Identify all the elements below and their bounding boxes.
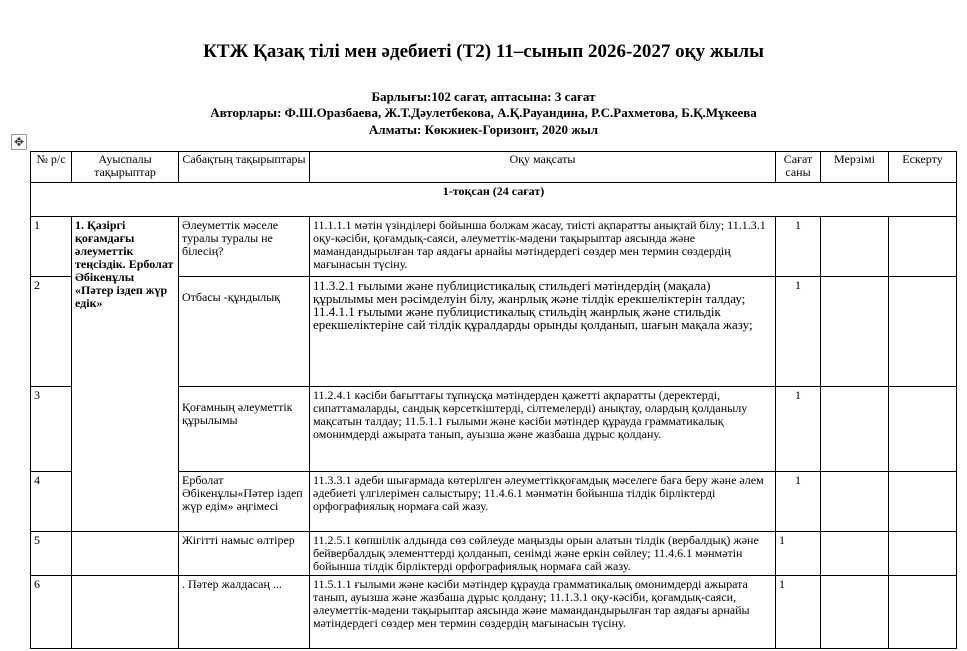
- lesson-title: Қоғамның әлеуметтік құрылымы: [179, 387, 310, 472]
- topic-cell-empty: [72, 576, 179, 649]
- deadline-cell[interactable]: [821, 387, 889, 472]
- learning-objective: 11.2.5.1 көпшілік алдында сөз сөйлеуде маңызды орын алатын тілдік (вербалдық) және бейвербалдық элементтерді қолданып, сенімді және еркін сөйлеу; 11.4.6.1 мәнмәтін бойынша тілдік бірліктерді орфографиялық нормаға сай жазу.: [310, 532, 776, 576]
- document-title: КТЖ Қазақ тілі мен әдебиеті (Т2) 11–сынып 2026-2027 оқу жылы: [203, 41, 764, 62]
- note-cell[interactable]: [889, 387, 957, 472]
- hours-cell: 1: [776, 387, 821, 472]
- hours-line: Барлығы:102 сағат, аптасына: 3 сағат: [371, 89, 596, 104]
- row-num: 5: [31, 532, 72, 576]
- note-cell[interactable]: [889, 532, 957, 576]
- header-num: № р/с: [31, 152, 72, 183]
- header-deadline: Мерзімі: [821, 152, 889, 183]
- note-cell[interactable]: [889, 576, 957, 649]
- deadline-cell[interactable]: [821, 576, 889, 649]
- learning-objective: 11.1.1.1 мәтін үзінділері бойынша болжам жасау, тиісті ақпаратты анықтай білу; 11.1.3.1 оқу-кәсіби, қоғамдық-саяси, әлеуметтік-мәдени тақырыптар аясында және мамандандырылған тар аядағы арнайы мәтіндердегі сөздер мен термин сөздердің мағынасын түсіну.: [310, 217, 776, 277]
- quarter-label: 1-тоқсан (24 сағат): [31, 183, 957, 217]
- authors-line: Авторлары: Ф.Ш.Оразбаева, Ж.Т.Дәулетбекова, А.Қ.Рауандина, Р.С.Рахметова, Б.Қ.Мұкеева: [210, 105, 757, 120]
- publisher-line: Алматы: Көкжиек-Горизонт, 2020 жыл: [368, 122, 599, 137]
- learning-objective: 11.2.4.1 кәсіби бағыттағы тұпнұсқа мәтіндерден қажетті ақпаратты (деректерді, сипаттамаларды, сандық көрсеткіштерді, сілтемелерді) анықтау, олардың қолданылу мақсатын талдау; 11.5.1.1 ғылыми және кәсіби мәтіндер құрауда грамматикалық омонимдерді ажырата танып, ауызша және жазбаша дұрыс қолдану.: [310, 387, 776, 472]
- table-header-row: [31, 152, 957, 183]
- note-cell[interactable]: [889, 277, 957, 387]
- deadline-cell[interactable]: [821, 472, 889, 532]
- row-num: 2: [31, 277, 72, 387]
- topic-cell: 1. Қазіргі қоғамдағы әлеуметтік теңсіздік. Ерболат Әбікенұлы «Пәтер іздеп жүр едік»: [72, 217, 179, 532]
- lesson-title: Әлеуметтік мәселе туралы туралы не білесің?: [179, 217, 310, 277]
- header-topic: Ауыспалы тақырыптар: [72, 152, 179, 183]
- learning-objective: 11.5.1.1 ғылыми және кәсіби мәтіндер құрауда грамматикалық омонимдерді ажырата танып, ауызша және жазбаша дұрыс қолдану; 11.1.3.1 оқу-кәсіби, қоғамдық-саяси, әлеуметтік-мәдени тақырыптар аясында және мамандандырылған тар аядағы арнайы мәтіндердегі сөздер мен термин сөздердің мағынасын түсіну.: [310, 576, 776, 649]
- header-objective: Оқу мақсаты: [310, 152, 776, 183]
- table-row: [31, 217, 957, 277]
- deadline-cell[interactable]: [821, 277, 889, 387]
- deadline-cell[interactable]: [821, 532, 889, 576]
- learning-objective: 11.3.3.1 әдеби шығармада көтерілген әлеуметтікқоғамдық мәселеге баға беру және әлем әдебиеті үлгілерімен салыстыру; 11.4.6.1 мәнмәтін бойынша тілдік бірліктерді орфографиялық нормаға сай жазу.: [310, 472, 776, 532]
- note-cell[interactable]: [889, 217, 957, 277]
- header-lesson: Сабақтың тақырыптары: [179, 152, 310, 183]
- move-handle-icon[interactable]: ✥: [11, 134, 27, 150]
- lesson-title: Жігітті намыс өлтірер: [179, 532, 310, 576]
- learning-objective: 11.3.2.1 ғылыми және публицистикалық стильдегі мәтіндердің (мақала) құрылымы мен рәсімделуін білу, жанрлық және тілдік ерекшеліктерін талдау; 11.4.1.1 ғылыми және публицистикалық стильдің жанрлық және стильдік ерекшеліктеріне сай тілдік құралдарды орынды қолданып, шағын мақала жазу;: [310, 277, 776, 387]
- lesson-title: Отбасы -құндылық: [179, 277, 310, 387]
- row-num: 1: [31, 217, 72, 277]
- table-row: [31, 532, 957, 576]
- hours-cell: 1: [776, 576, 821, 649]
- hours-cell: 1: [776, 217, 821, 277]
- table-row: [31, 576, 957, 649]
- hours-cell: 1: [776, 472, 821, 532]
- quarter-row: [31, 183, 957, 217]
- lesson-plan-table: [30, 151, 957, 649]
- note-cell[interactable]: [889, 472, 957, 532]
- hours-cell: 1: [776, 532, 821, 576]
- row-num: 3: [31, 387, 72, 472]
- header-note: Ескерту: [889, 152, 957, 183]
- row-num: 6: [31, 576, 72, 649]
- topic-cell-empty: [72, 532, 179, 576]
- hours-cell: 1: [776, 277, 821, 387]
- row-num: 4: [31, 472, 72, 532]
- lesson-title: Ерболат Әбікенұлы«Пәтер іздеп жүр едім» әңгімесі: [179, 472, 310, 532]
- lesson-title: . Пәтер жалдасаң ...: [179, 576, 310, 649]
- deadline-cell[interactable]: [821, 217, 889, 277]
- header-hours: Сағат саны: [776, 152, 821, 183]
